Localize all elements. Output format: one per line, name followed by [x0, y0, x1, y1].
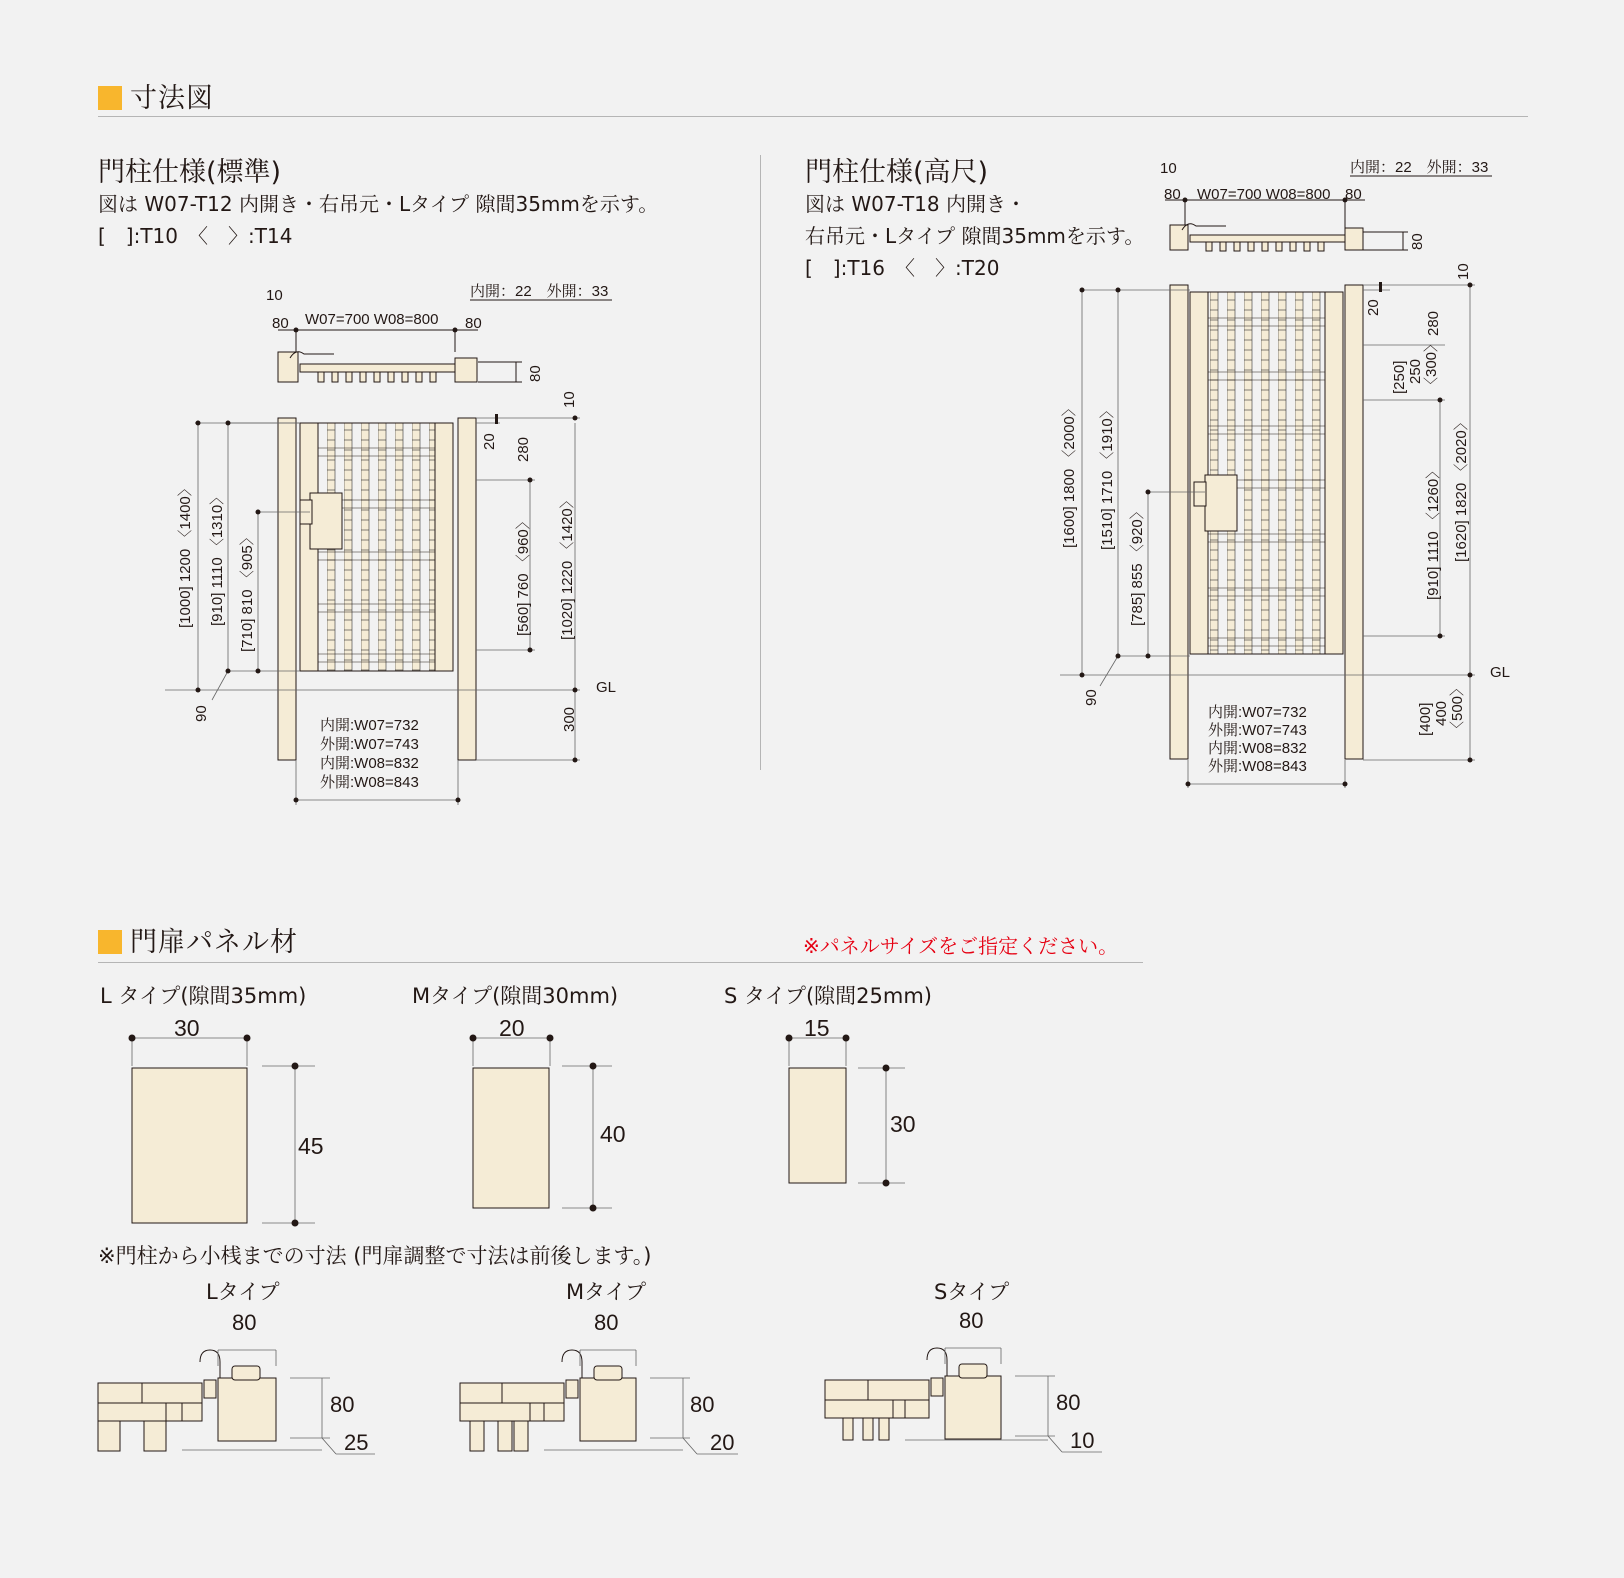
panel-l-width: 30	[174, 1015, 200, 1041]
detail-m-label: Mタイプ	[566, 1280, 647, 1304]
tall-dim-r250a: [250]	[1391, 360, 1408, 394]
detail-l-gap: 25	[344, 1430, 369, 1455]
panel-m-width: 20	[499, 1015, 525, 1041]
std-dim-l1110: [910] 1110 〈1310〉	[209, 489, 226, 626]
tall-dim-open: 内開：22 外開：33	[1350, 159, 1489, 176]
tall-w2: 外開:W07=743	[1208, 722, 1307, 739]
std-dim-80-right: 80	[465, 315, 482, 332]
tall-dim-r280: 280	[1425, 310, 1442, 336]
tall-w1: 内開:W07=732	[1208, 704, 1307, 721]
panel-type-m-label: Mタイプ(隙間30mm)	[412, 984, 619, 1008]
section-title-dimensions: 寸法図	[98, 76, 214, 115]
tall-dim-10: 10	[1160, 160, 1177, 177]
tall-dim-l1710: [1510] 1710 〈1910〉	[1099, 403, 1116, 550]
standard-title: 門柱仕様(標準)	[98, 157, 282, 188]
tall-title: 門柱仕様(高尺)	[805, 157, 989, 188]
detail-l-side: 80	[330, 1392, 355, 1417]
tall-dim-r400a: [400]	[1417, 702, 1434, 736]
std-w1: 内開:W07=732	[320, 717, 419, 734]
tall-dim-r20: 20	[1365, 299, 1382, 316]
standard-left-post	[278, 418, 296, 760]
std-gl: GL	[596, 679, 617, 696]
tall-right-post	[1345, 285, 1363, 759]
tall-w3: 内開:W08=832	[1208, 740, 1307, 757]
tall-left-post	[1170, 285, 1188, 759]
tall-dim-r400c: 〈500〉	[1449, 680, 1466, 736]
panel-type-l-label: L タイプ(隙間35mm)	[100, 984, 307, 1008]
standard-desc-1: 図は W07-T12 内開き・右吊元・Lタイプ 隙間35mmを示す。	[98, 192, 659, 216]
std-w3: 内開:W08=832	[320, 755, 419, 772]
tall-dim-l1800: [1600] 1800 〈2000〉	[1061, 401, 1078, 548]
std-dim-r280: 280	[515, 436, 532, 462]
section-divider-2	[98, 962, 1143, 963]
std-dim-r760: [560] 760 〈960〉	[515, 514, 532, 636]
std-dim-r1220: [1020] 1220 〈1420〉	[559, 493, 576, 640]
std-dim-l1200: [1000] 1200 〈1400〉	[177, 481, 194, 628]
std-dim-l90: 90	[193, 705, 210, 722]
panel-s-width: 15	[804, 1015, 830, 1041]
detail-l-label: Lタイプ	[206, 1280, 280, 1304]
detail-s-label: Sタイプ	[934, 1280, 1010, 1304]
tall-desc-1: 図は W07-T18 内開き・	[805, 192, 1026, 216]
detail-m-side: 80	[690, 1392, 715, 1417]
detail-m-gap: 20	[710, 1430, 735, 1455]
std-w4: 外開:W08=843	[320, 774, 419, 791]
tall-dim-80-right: 80	[1345, 186, 1362, 203]
std-dim-r20: 20	[481, 433, 498, 450]
tall-dim-r250c: 〈300〉	[1423, 336, 1440, 392]
tall-desc-2: 右吊元・Lタイプ 隙間35mmを示す。	[805, 224, 1145, 248]
tall-dim-80-left: 80	[1164, 186, 1181, 203]
post-rail-details	[98, 1348, 1102, 1454]
std-w2: 外開:W07=743	[320, 736, 419, 753]
panel-sections	[129, 1035, 906, 1227]
tall-w4: 外開:W08=843	[1208, 758, 1307, 775]
tall-dim-r400b: 400	[1433, 700, 1450, 726]
panel-size-note: ※パネルサイズをご指定ください。	[803, 934, 1119, 958]
std-dim-r300: 300	[561, 706, 578, 732]
post-rail-note: ※門柱から小桟までの寸法 (門扉調整で寸法は前後します。)	[98, 1244, 652, 1268]
panel-s-height: 30	[890, 1111, 916, 1137]
standard-right-post	[458, 418, 476, 760]
tall-dim-r250b: 250	[1407, 358, 1424, 384]
tall-dim-side-80: 80	[1409, 233, 1426, 250]
std-dim-l810: [710] 810 〈905〉	[239, 530, 256, 652]
tall-dim-l90: 90	[1083, 689, 1100, 706]
tall-dim-l855: [785] 855 〈920〉	[1129, 504, 1146, 626]
orange-square-icon	[98, 930, 122, 954]
tall-dim-r1110: [910] 1110 〈1260〉	[1425, 463, 1442, 600]
std-dim-width: W07=700 W08=800	[305, 311, 439, 328]
detail-s-top: 80	[959, 1308, 984, 1333]
tall-desc-3: [ ]:T16 〈 〉:T20	[805, 256, 1000, 280]
std-dim-side-80: 80	[527, 365, 544, 382]
std-dim-80-left: 80	[272, 315, 289, 332]
panel-m-height: 40	[600, 1121, 626, 1147]
tall-dim-r10: 10	[1455, 263, 1472, 280]
detail-s-gap: 10	[1070, 1428, 1095, 1453]
std-dim-open: 内開：22 外開：33	[470, 283, 609, 300]
tall-dim-width: W07=700 W08=800	[1197, 186, 1331, 203]
standard-desc-2: [ ]:T10 〈 〉:T14	[98, 224, 293, 248]
detail-l-top: 80	[232, 1310, 257, 1335]
tall-dim-r1820: [1620] 1820 〈2020〉	[1453, 415, 1470, 562]
std-dim-10: 10	[266, 287, 283, 304]
section-title-panels: 門扉パネル材	[98, 920, 298, 959]
panel-type-s-label: S タイプ(隙間25mm)	[724, 984, 932, 1008]
tall-gl: GL	[1490, 664, 1511, 681]
panel-l-height: 45	[298, 1133, 324, 1159]
detail-m-top: 80	[594, 1310, 619, 1335]
std-dim-r10: 10	[561, 391, 578, 408]
detail-s-side: 80	[1056, 1390, 1081, 1415]
